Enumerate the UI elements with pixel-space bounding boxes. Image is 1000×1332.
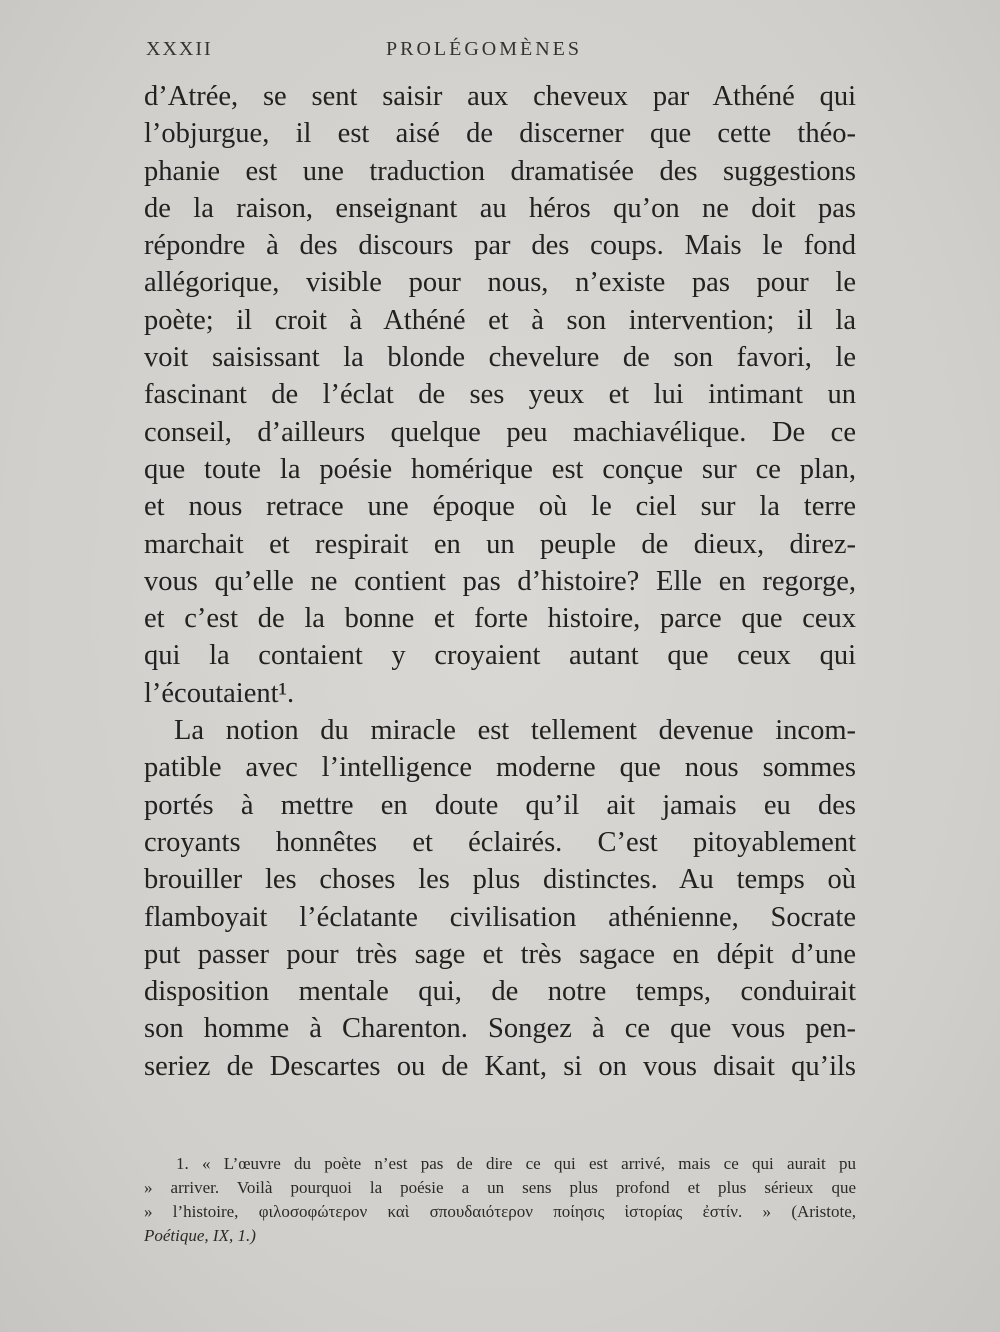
text-line: répondre à des discours par des coups. Mais le fond <box>144 230 856 262</box>
footnote-line: » arriver. Voilà pourquoi la poésie a un sens plus profond et plus sérieux que <box>144 1178 856 1197</box>
page-number: XXXII <box>146 38 213 60</box>
text-line: conseil, d’ailleurs quelque peu machiavélique. De ce <box>144 416 856 448</box>
text-line: seriez de Descartes ou de Kant, si on vous disait qu’ils <box>144 1050 856 1082</box>
text-line: phanie est une traduction dramatisée des suggestions <box>144 155 856 187</box>
text-line: que toute la poésie homérique est conçue sur ce plan, <box>144 453 856 485</box>
text-line: disposition mentale qui, de notre temps, conduirait <box>144 976 856 1008</box>
text-line: La notion du miracle est tellement devenue incom- <box>174 715 856 747</box>
text-line: brouiller les choses les plus distinctes. Au temps où <box>144 864 856 896</box>
text-line: portés à mettre en doute qu’il ait jamais eu des <box>144 789 856 821</box>
text-line: l’écoutaient¹. <box>144 677 295 709</box>
text-line: qui la contaient y croyaient autant que ceux qui <box>144 640 856 672</box>
running-title: PROLÉGOMÈNES <box>386 38 583 60</box>
text-line: de la raison, enseignant au héros qu’on ne doit pas <box>144 192 856 224</box>
text-line: allégorique, visible pour nous, n’existe pas pour le <box>144 267 856 299</box>
text-line: et nous retrace une époque où le ciel sur la terre <box>144 491 856 523</box>
text-line: son homme à Charenton. Songez à ce que vous pen- <box>144 1013 856 1045</box>
text-line: poète; il croit à Athéné et à son intervention; il la <box>144 304 856 336</box>
text-line: vous qu’elle ne contient pas d’histoire? Elle en regorge, <box>144 565 856 597</box>
text-line: put passer pour très sage et très sagace en dépit d’une <box>144 938 856 970</box>
footnote-line: Poétique, IX, 1.) <box>144 1226 256 1245</box>
text-line: patible avec l’intelligence moderne que nous sommes <box>144 752 856 784</box>
text-line: fascinant de l’éclat de ses yeux et lui intimant un <box>144 379 856 411</box>
footnotes <box>144 1152 856 1248</box>
body-text <box>144 78 856 1085</box>
text-line: croyants honnêtes et éclairés. C’est pitoyablement <box>144 826 856 858</box>
text-line: l’objurgue, il est aisé de discerner que cette théo- <box>144 118 856 150</box>
text-line: et c’est de la bonne et forte histoire, parce que ceux <box>144 603 856 635</box>
footnote-line: 1. « L’œuvre du poète n’est pas de dire ce qui est arrivé, mais ce qui aurait pu <box>176 1154 856 1173</box>
footnote-line: » l’histoire, φιλοσοφώτερον καὶ σπουδαιότερον ποίησις ἱστορίας ἐστίν. » (Aristote, <box>144 1202 856 1221</box>
text-line: marchait et respirait en un peuple de dieux, direz- <box>144 528 856 560</box>
page-header <box>146 38 854 68</box>
text-line: flamboyait l’éclatante civilisation athénienne, Socrate <box>144 901 856 933</box>
text-line: d’Atrée, se sent saisir aux cheveux par Athéné qui <box>144 81 856 112</box>
text-line: voit saisissant la blonde chevelure de son favori, le <box>144 342 856 374</box>
